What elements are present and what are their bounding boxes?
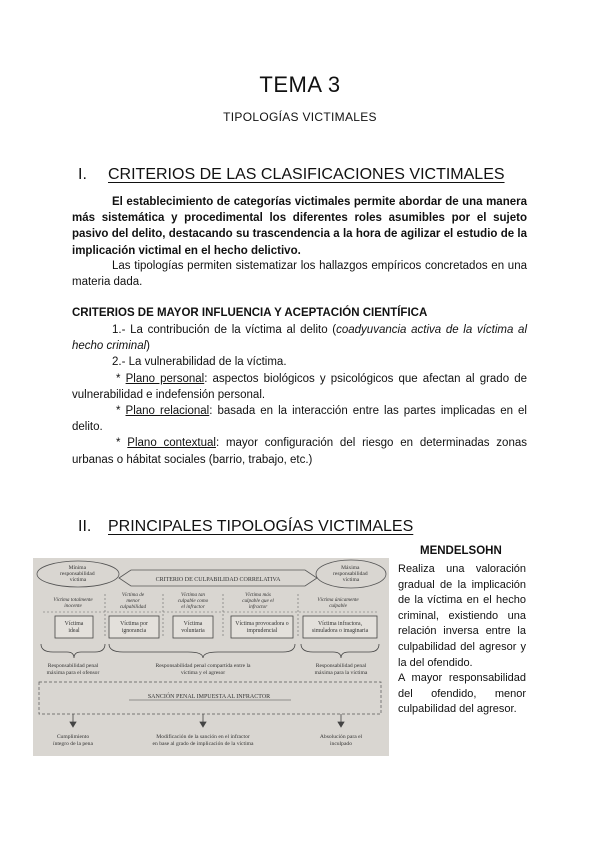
box-label-5: Víctima infractora, simuladora o imaginaria [311,621,369,634]
outcome-right: Absolución para el inculpado [319,734,363,747]
criteria-item-2: 2.- La vulnerabilidad de la víctima. [112,356,287,369]
typology-boxes [55,616,377,638]
col-label-1: Víctima totalmente inocente [53,597,93,609]
resp-right: Responsabilidad penal máxima para la víctima [314,663,368,676]
responsibility-labels [47,663,368,676]
right-top-label-line: Máxima responsabilidad víctima [333,565,368,583]
criteria-list [72,322,527,468]
mendelsohn-heading: MENDELSOHN [420,545,502,557]
document-title: TEMA 3 [259,72,341,97]
mendelsohn-description [398,562,526,718]
criteria-subitem-relacional: * Plano relacional: basada en la interacción entre las partes implicadas en el delito. [72,405,527,434]
col-label-5: Víctima únicamente culpable [317,597,359,609]
criteria-item-1: 1.- La contribución de la víctima al delito (coadyuvancia activa de la víctima al hecho criminal) [72,324,527,353]
sanction-label: SANCIÓN PENAL IMPUESTA AL INFRACTOR [147,694,271,700]
criteria-subitem-contextual: * Plano contextual: mayor configuración del riesgo en determinadas zonas urbanas o hábitat sociales (barrio, trabajo, etc.) [72,437,527,466]
outcome-left: Cumplimiento íntegro de la pena [53,734,93,747]
box-label-2: Víctima por ignorancia [120,621,148,634]
box-label-1: Víctima ideal [64,621,84,634]
mendelsohn-paragraph-1: Realiza una valoración gradual de la implicación de la víctima en el hecho criminal, existiendo una relación inversa entre la culpabilidad del agresor y la del ofendido. [398,563,526,669]
section-number: II. [78,518,92,535]
column-labels [53,592,359,610]
section-title: CRITERIOS DE LAS CLASIFICACIONES VICTIMALES [108,166,505,183]
outcome-labels [53,733,363,747]
criteria-heading: CRITERIOS DE MAYOR INFLUENCIA Y ACEPTACIÓN CIENTÍFICA [72,307,428,319]
col-label-3: Víctima tan culpable como el infractor [177,592,209,610]
diagram-svg [33,558,389,756]
resp-mid: Responsabilidad penal compartida entre la víctima y el agresor [155,663,251,676]
box-label-4: Víctima provocadora o imprudencial [235,621,289,634]
left-top-label-line: Mínima responsabilidad víctima [60,565,95,583]
outcome-mid: Modificación de la sanción en el infractor en base al grado de implicación de la víctima [152,734,254,747]
mendelsohn-paragraph-2: A mayor responsabilidad del ofendido, menor culpabilidad del agresor. [398,672,526,716]
col-label-4: Víctima más culpable que el infractor [242,592,274,610]
section-title: PRINCIPALES TIPOLOGÍAS VICTIMALES [108,518,414,535]
down-arrows [70,714,344,727]
section-heading-2 [78,518,413,536]
document-subtitle: TIPOLOGÍAS VICTIMALES [223,110,377,124]
resp-left: Responsabilidad penal máxima para el ofensor [46,663,100,676]
section-heading-1 [78,166,505,184]
arrow-label: CRITERIO DE CULPABILIDAD CORRELATIVA [155,577,281,583]
grouping-braces [41,644,379,658]
intro-bold-paragraph: El establecimiento de categorías victimales permite abordar de una manera más sistemática y procedimental los diferentes roles asumibles por el sujeto pasivo del delito, destacando su trascendencia a la hora de agilizar el estudio de la implicación victimal en el hecho delictivo. [72,196,527,257]
criteria-subitem-personal: * Plano personal: aspectos biológicos y psicológicos que afectan al grado de vulnerabilidad e indefensión personal. [72,372,527,401]
col-label-2: Víctima de menor culpabilidad [119,592,147,610]
intro-paragraph: Las tipologías permiten sistematizar los hallazgos empíricos concretados en una materia dada. [72,260,527,289]
section-number: I. [78,166,87,183]
box-label-3: Víctima voluntaria [181,621,205,634]
mendelsohn-typology-diagram [33,558,389,756]
